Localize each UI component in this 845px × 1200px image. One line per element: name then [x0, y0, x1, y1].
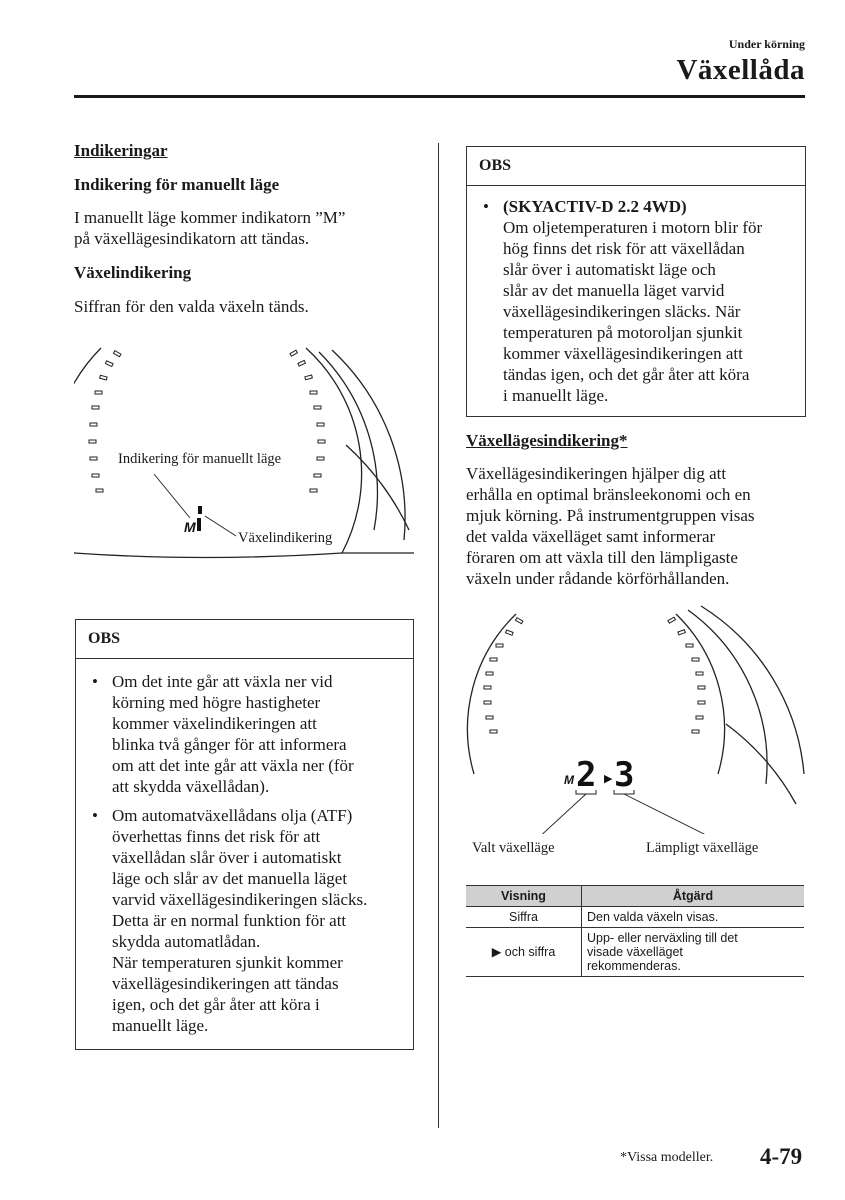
heading-gear-position-indication: Växellägesindikering*: [466, 431, 628, 450]
text-line: i manuellt läge.: [503, 386, 609, 405]
obs-item: [479, 196, 795, 406]
display-bottom-curve: [74, 553, 342, 558]
gear-digit-segment: [198, 506, 202, 514]
text-line: tändas igen, och det går åter att köra: [503, 365, 750, 384]
label-manual-indicator: Indikering för manuellt läge: [118, 451, 282, 467]
text-line: växellägesindikeringen släcks. När: [503, 302, 741, 321]
obs-list: [76, 659, 413, 1052]
leader-line-manual: [154, 474, 190, 518]
gauge-arc-middle: [688, 610, 767, 784]
leader-line-selected: [536, 794, 586, 834]
table-row: [466, 907, 804, 928]
text-line: om att det inte går att växla ner (för: [112, 756, 354, 775]
column-divider: [438, 143, 439, 1128]
text-line: manuellt läge.: [112, 1016, 209, 1035]
gauge-arc-inner: [726, 724, 796, 804]
gauge-arc-outer: [676, 614, 725, 774]
right-tick-marks: [290, 350, 325, 492]
left-tick-marks: [89, 351, 121, 492]
paragraph-gear-position-indication: [466, 463, 755, 589]
bullet-icon: •: [92, 672, 98, 691]
leader-line-suggested: [624, 794, 716, 834]
text-line: blinka två gånger för att informera: [112, 735, 347, 754]
obs-note-box: [75, 619, 414, 1050]
table-header-row: [466, 886, 804, 907]
shift-arrow-icon: ▶: [604, 772, 613, 785]
text-line: skydda automatlådan.: [112, 932, 261, 951]
subheading-manual-mode: Indikering för manuellt läge: [74, 175, 280, 194]
text-line: varvid växellägesindikeringen släcks.: [112, 890, 368, 909]
gauge-arc-middle: [319, 352, 377, 530]
suggested-gear-digit: 3: [614, 755, 635, 795]
text-line: hög finns det risk för att växellådan: [503, 239, 745, 258]
text-line: Om automatväxellådans olja (ATF): [112, 806, 353, 825]
cell-display: ▶ och siffra: [466, 928, 582, 977]
gauge-arc-outer: [306, 348, 362, 553]
instrument-cluster-figure-2: [466, 604, 806, 834]
text-line: slår av det manuella läget varvid: [503, 281, 725, 300]
text-line: Upp- eller nerväxling till det: [587, 931, 738, 945]
page-title: Växellåda: [676, 54, 805, 86]
label-suitable-gear: Lämpligt växelläge: [646, 840, 759, 856]
text-line: Växellägesindikeringen hjälper dig att: [466, 464, 727, 483]
text-line: växellådan slår över i automatiskt: [112, 848, 342, 867]
gear-digit-segment: [197, 518, 201, 531]
obs-item-title: (SKYACTIV-D 2.2 4WD): [503, 197, 687, 216]
text-line: på växellägesindikatorn att tändas.: [74, 229, 310, 248]
manual-indicator-letter: M: [564, 773, 574, 787]
obs-list: [467, 186, 805, 422]
obs-title: OBS: [76, 620, 413, 659]
text-line: erhålla en optimal bränsleekonomi och en: [466, 485, 751, 504]
text-line: att skydda växellådan).: [112, 777, 270, 796]
cell-action: [582, 907, 805, 928]
text-line: överhettas finns det risk för att: [112, 827, 321, 846]
text-line: kommer växellägesindikeringen att: [503, 344, 743, 363]
left-tick-marks: [484, 618, 523, 733]
obs-item: [88, 805, 403, 1036]
text-line: I manuellt läge kommer indikatorn ”M”: [74, 208, 346, 227]
manual-indicator-letter: M: [184, 519, 196, 535]
text-line: föraren om att växla till den lämpligaste: [466, 548, 738, 567]
indication-table: [466, 885, 804, 977]
gauge-left-arc: [467, 614, 516, 774]
section-label: Under körning: [728, 37, 805, 51]
text-line: det valda växelläget samt informerar: [466, 527, 716, 546]
label-selected-gear: Valt växelläge: [472, 840, 555, 856]
text-line: visade växelläget: [587, 945, 683, 959]
paragraph-gear-indication: Siffran för den valda växeln tänds.: [74, 297, 309, 316]
text-line: läge och slår av det manuella läget: [112, 869, 348, 888]
subheading-gear-indication: Växelindikering: [74, 263, 192, 282]
paragraph-manual-mode: [74, 207, 345, 249]
text-line: Om oljetemperaturen i motorn blir för: [503, 218, 763, 237]
column-header-display: Visning: [466, 886, 582, 907]
label-gear-indicator: Växelindikering: [238, 530, 333, 546]
text-line: temperaturen på motoroljan sjunkit: [503, 323, 743, 342]
text-line: kommer växelindikeringen att: [112, 714, 317, 733]
text-line: När temperaturen sjunkit kommer: [112, 953, 343, 972]
heading-indikeringar: Indikeringar: [74, 141, 168, 160]
text-line: igen, och det går åter att köra i: [112, 995, 320, 1014]
column-header-action: Åtgärd: [582, 886, 805, 907]
gauge-arc-ring: [332, 350, 405, 540]
bullet-icon: •: [483, 197, 489, 216]
bullet-icon: •: [92, 806, 98, 825]
text-line: slår över i automatiskt läge och: [503, 260, 716, 279]
text-line: Detta är en normal funktion för att: [112, 911, 347, 930]
table-row: [466, 928, 804, 977]
obs-note-box-right: [466, 146, 806, 417]
text-line: mjuk körning. På instrumentgruppen visas: [466, 506, 755, 525]
obs-item: [88, 671, 403, 797]
text-line: rekommenderas.: [587, 959, 681, 973]
text-line: Om det inte går att växla ner vid: [112, 672, 333, 691]
cell-display: Siffra: [466, 907, 582, 928]
current-gear-digit: 2: [576, 755, 597, 795]
text-line: körning med högre hastigheter: [112, 693, 321, 712]
right-tick-marks: [668, 617, 705, 733]
text-line: växellägesindikeringen att tändas: [112, 974, 339, 993]
page-number: 4-79: [760, 1144, 803, 1169]
cell-action: [582, 928, 805, 977]
text-line: växeln under rådande körförhållanden.: [466, 569, 730, 588]
footnote: *Vissa modeller.: [620, 1150, 714, 1165]
obs-title: OBS: [467, 147, 805, 186]
text-line: Den valda växeln visas.: [587, 910, 719, 924]
leader-line-gear: [205, 516, 236, 536]
title-rule: [74, 95, 805, 98]
gauge-left-arc: [74, 348, 101, 553]
